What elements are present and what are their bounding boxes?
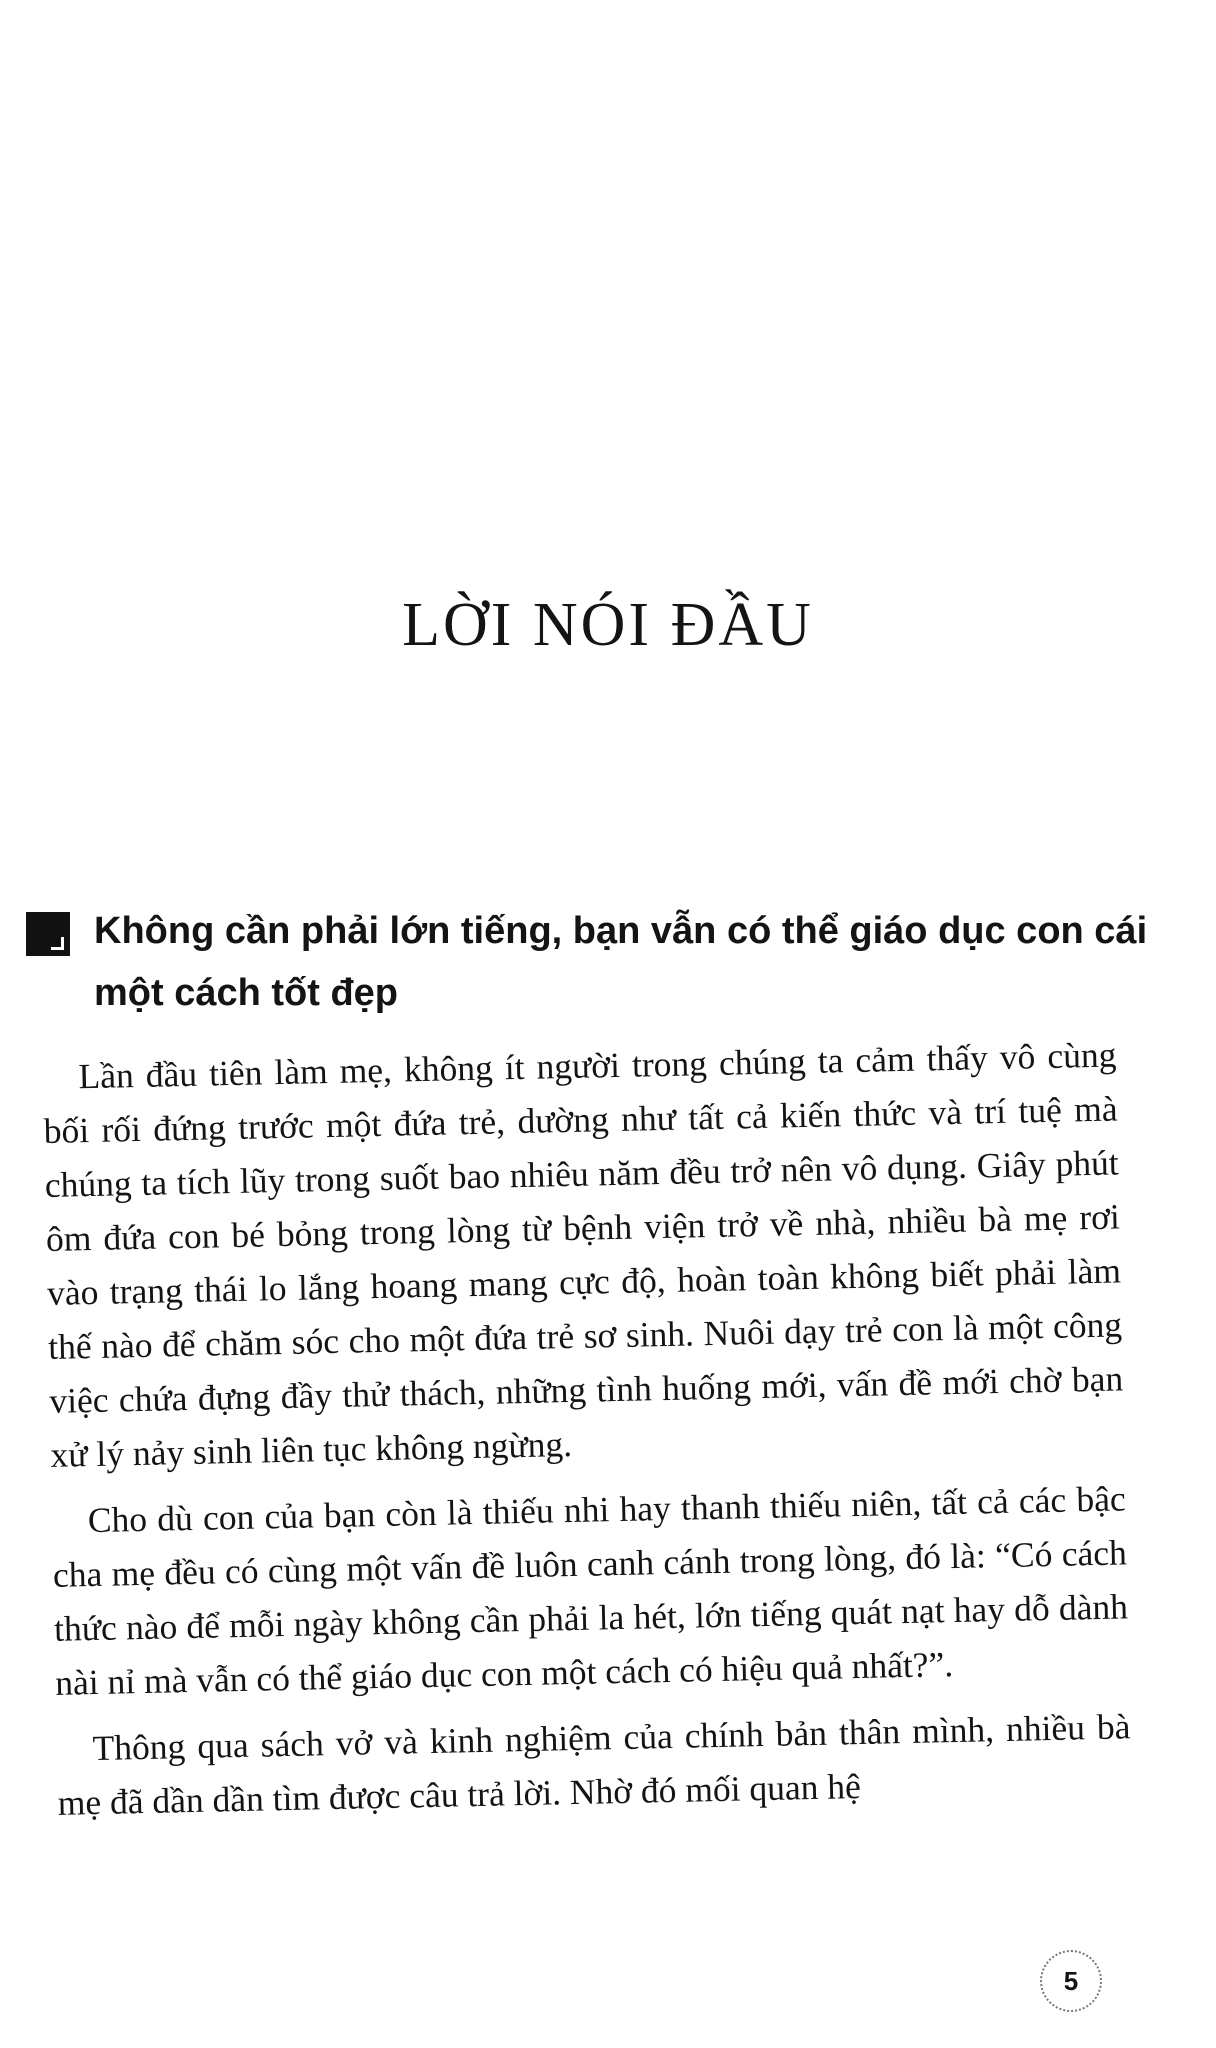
paragraph-2: Cho dù con của bạn còn là thiếu nhi hay thanh thiếu niên, tất cả các bậc cha mẹ đều có cùng một vấn đề luôn canh cánh trong lòng, đó là: “Có cách thức nào để mỗi ngày không cần phải la hét, lớn tiếng quát nạt hay dỗ dành nài nỉ mà vẫn có thể giáo dục con một cách có hiệu quả nhất?”. — [52, 1478, 1129, 1703]
chapter-title: LỜI NÓI ĐẦU — [402, 591, 814, 659]
paragraph-3: Thông qua sách vở và kinh nghiệm của chính bản thân mình, nhiều bà mẹ đã dần dần tìm được câu trả lời. Nhờ đó mối quan hệ — [57, 1706, 1131, 1823]
square-bullet-icon — [26, 912, 70, 956]
paragraph-1: Lần đầu tiên làm mẹ, không ít người trong chúng ta cảm thấy vô cùng bối rối đứng trước một đứa trẻ, dường như tất cả kiến thức và trí tuệ mà chúng ta tích lũy trong suốt bao nhiêu năm đều trở nên vô dụng. Giây phút ôm đứa con bé bỏng trong lòng từ bệnh viện trở về nhà, nhiều bà mẹ rơi vào trạng thái lo lắng hoang mang cực độ, hoàn toàn không biết phải làm thế nào để chăm sóc cho một đứa trẻ sơ sinh. Nuôi dạy trẻ con là một công việc chứa đựng đầy thử thách, những tình huống mới, vấn đề mới chờ bạn xử lý nảy sinh liên tục không ngừng. — [43, 1034, 1124, 1475]
page-number: 5 — [1040, 1950, 1102, 2012]
body-text — [42, 1028, 1132, 1842]
section-heading — [26, 900, 1156, 1024]
section-heading-text: Không cần phải lớn tiếng, bạn vẫn có thể giáo dục con cái một cách tốt đẹp — [94, 910, 1148, 1014]
